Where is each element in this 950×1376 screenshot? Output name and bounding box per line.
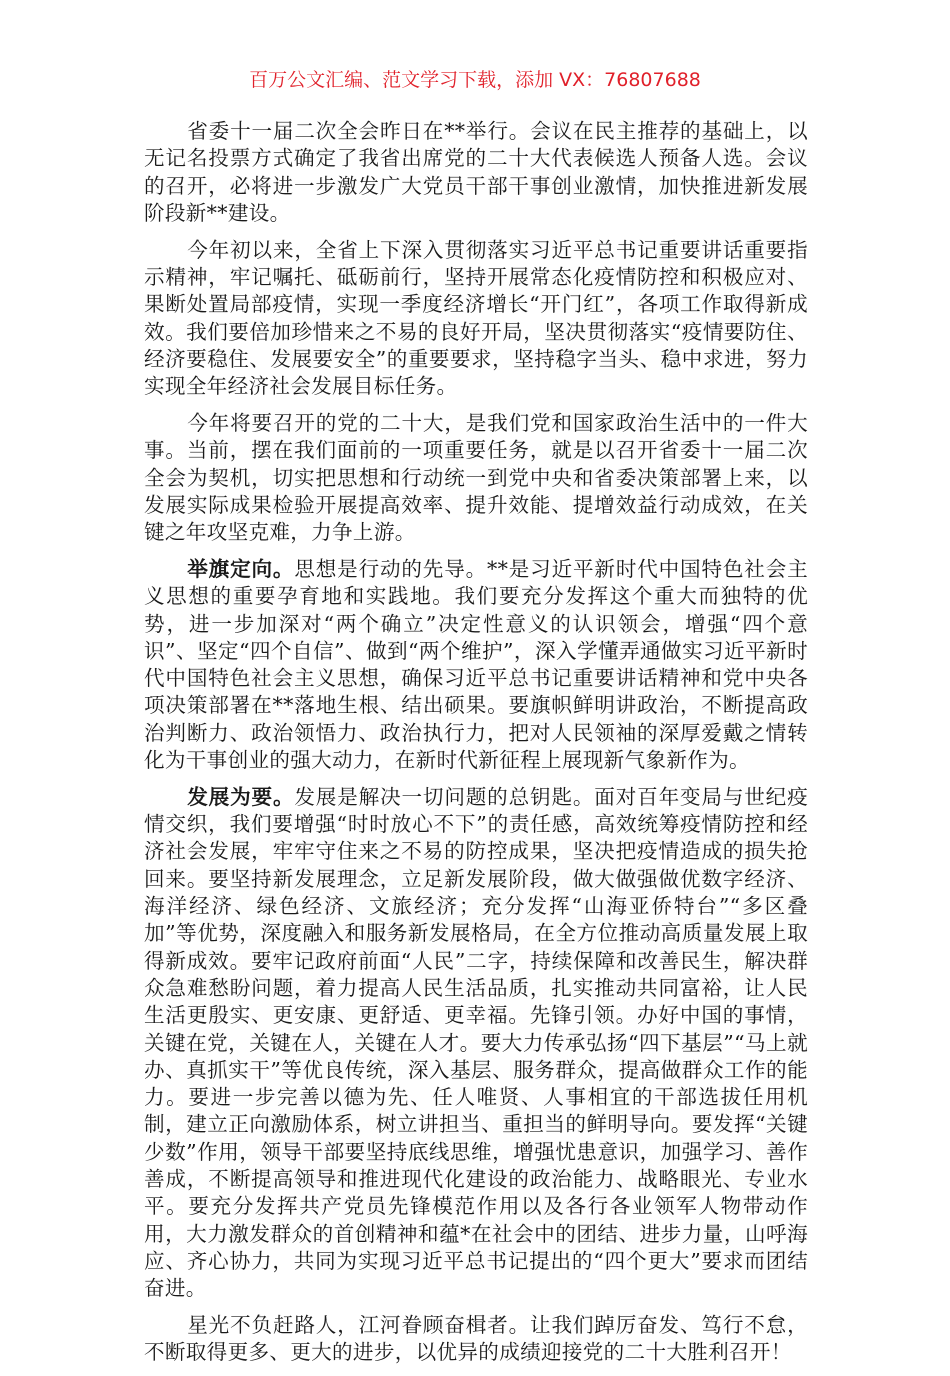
paragraph-text: 发展是解决一切问题的总钥匙。面对百年变局与世纪疫情交织，我们要增强“时时放心不下”的责任感，高效统筹疫情防控和经济社会发展，牢牢守住来之不易的防控成果，坚决把疫情造成的损失抢回来。要坚持新发展理念，立足新发展阶段，做大做强做优数字经济、海洋经济、绿色经济、文旅经济；充分发挥“山海亚侨特台”“多区叠加”等优势，深度融入和服务新发展格局，在全方位推动高质量发展上取得新成效。要牢记政府前面“人民”二字，持续保障和改善民生，解决群众急难愁盼问题，着力提高人民生活品质，扎实推动共同富裕，让人民生活更殷实、更安康、更舒适、更幸福。先锋引领。办好中国的事情，关键在党，关键在人，关键在人才。要大力传承弘扬“四下基层”“马上就办、真抓实干”等优良传统，深入基层、服务群众，提高做群众工作的能力。要进一步完善以德为先、任人唯贤、人事相宜的干部选拔任用机制，建立正向激励体系，树立讲担当、重担当的鲜明导向。要发挥“关键少数”作用，领导干部要坚持底线思维，增强忧患意识，加强学习、善作善成，不断提高领导和推进现代化建设的政治能力、战略眼光、专业水平。要充分发挥共产党员先锋模范作用以及各行各业领军人物带动作用，大力激发群众的首创精神和蕴*在社会中的团结、进步力量，山呼海应、齐心协力，共同为实现习近平总书记提出的“四个更大”要求而团结奋进。 [144, 784, 809, 1301]
paragraph-text: 今年将要召开的党的二十大，是我们党和国家政治生活中的一件大事。当前，摆在我们面前的一项重要任务，就是以召开省委十一届二次全会为契机，切实把思想和行动统一到党中央和省委决策部署上来，以发展实际成果检验开展提高效率、提升效能、提增效益行动成效，在关键之年攻坚克难，力争上游。 [144, 410, 808, 545]
watermark-header: 百万公文汇编、范文学习下载，添加 VX：76807688 [249, 69, 701, 91]
paragraph-text: 今年初以来，全省上下深入贯彻落实习近平总书记重要讲话重要指示精神，牢记嘱托、砥砺前行，坚持开展常态化疫情防控和积极应对、果断处置局部疫情，实现一季度经济增长“开门红”，各项工作取得新成效。我们要倍加珍惜来之不易的良好开局，坚决贯彻落实“疫情要防住、经济要稳住、发展要安全”的重要要求，坚持稳字当头、稳中求进，努力实现全年经济社会发展目标任务。 [144, 237, 808, 399]
document-body [144, 118, 808, 1376]
paragraph-text: 思想是行动的先导。**是习近平新时代中国特色社会主义思想的重要孕育地和实践地。我们要充分发挥这个重大而独特的优势，进一步加深对“两个确立”决定性意义的认识领会，增强“四个意识”、坚定“四个自信”、做到“两个维护”，深入学懂弄通做实习近平新时代中国特色社会主义思想，确保习近平总书记重要讲话精神和党中央各项决策部署在**落地生根、结出硕果。要旗帜鲜明讲政治，不断提高政治判断力、政治领悟力、政治执行力，把对人民领袖的深厚爱戴之情转化为干事创业的强大动力，在新时代新征程上展现新气象新作为。 [144, 556, 809, 773]
paragraph-3 [144, 410, 808, 546]
paragraph-5 [144, 784, 808, 1303]
paragraph-lead-heading: 举旗定向。 [187, 556, 295, 581]
paragraph-4 [144, 556, 808, 774]
paragraph-6 [144, 1312, 808, 1367]
paragraph-1 [144, 118, 808, 227]
paragraph-lead-heading: 发展为要。 [187, 784, 295, 809]
paragraph-2 [144, 237, 808, 401]
paragraph-text: 省委十一届二次全会昨日在**举行。会议在民主推荐的基础上，以无记名投票方式确定了我省出席党的二十大代表候选人预备人选。会议的召开，必将进一步激发广大党员干部干事创业激情，加快推进新发展阶段新**建设。 [144, 119, 808, 225]
paragraph-text: 星光不负赶路人，江河眷顾奋楫者。让我们踔厉奋发、笃行不怠，不断取得更多、更大的进步，以优异的成绩迎接党的二十大胜利召开！ [144, 1312, 808, 1365]
